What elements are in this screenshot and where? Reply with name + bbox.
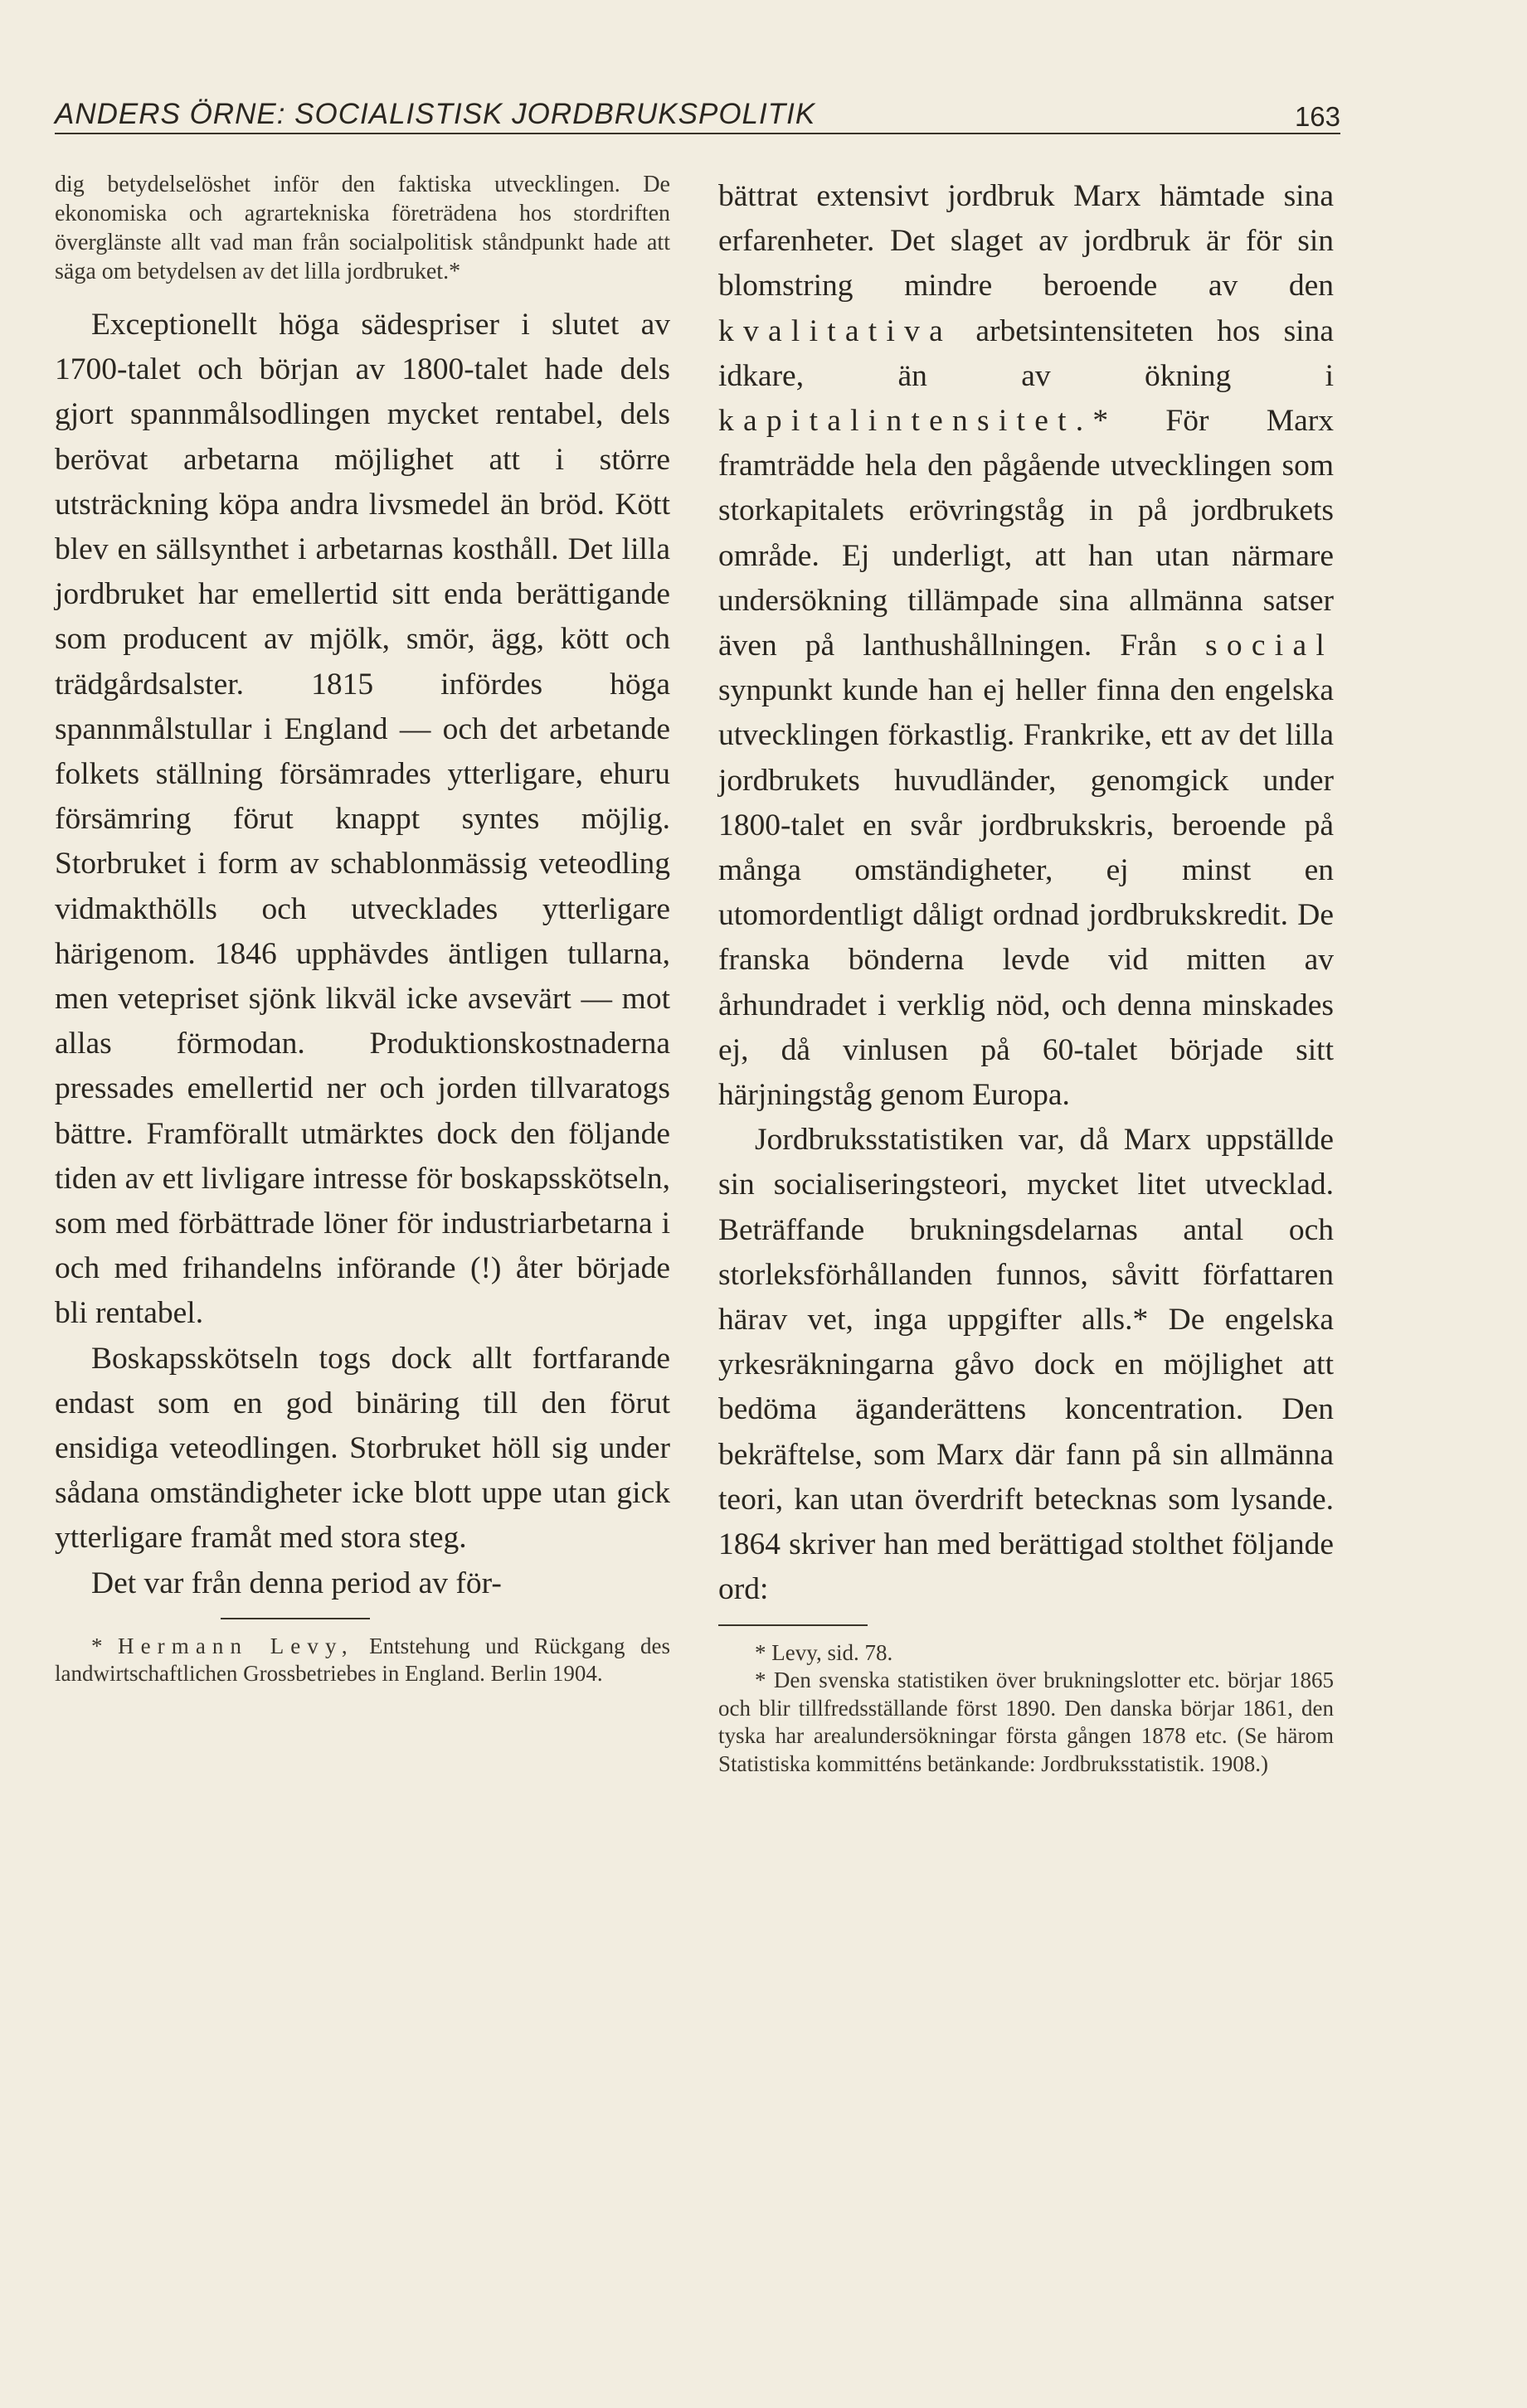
footnote-author: Hermann Levy, <box>117 1633 354 1658</box>
emphasis-text: kapitalintensitet. <box>718 404 1093 439</box>
header-rule <box>55 133 1340 134</box>
body-paragraph: Exceptionellt höga sädespriser i slutet av 1700-talet och början av 1800-talet hade dels gjort spannmålsodlingen mycket rentabel, dels berövat arbetarna möjlighet att i större utsträckning köpa andra livsmedel än bröd. Kött blev en sällsynthet i arbetarnas kosthåll. Det lilla jordbruket har emellertid sitt enda berättigande som producent av mjölk, smör, ägg, kött och trädgårdsalster. 1815 infördes höga spannmålstullar i England — och det arbetande folkets ställning försämrades ytterligare, ehuru försämring förut knappt syntes möjlig. Storbruket i form av schablonmässig veteodling vidmakthölls och utvecklades ytterligare härigenom. 1846 upphävdes äntligen tullarna, men vetepriset sjönk likväl icke avsevärt — mot allas förmodan. Produktionskostnaderna pressades emellertid ner och jorden tillvaratogs bättre. Framförallt utmärktes dock den följande tiden av ett livligare intresse för boskapsskötseln, som med förbättrade löner för industriarbetarna i och med frihandelns införande (!) åter började bli rentabel. <box>55 308 670 1331</box>
footnote-rule <box>221 1618 370 1619</box>
left-column <box>55 170 670 1688</box>
text-run: * För Marx framträdde hela den pågående utvecklingen som storkapitalets erövringståg in på jordbrukets område. Ej underligt, att han utan närmare undersökning tillämpade sina allmänna satser även på lanthushållningen. Från <box>718 404 1334 663</box>
footnote: * Levy, sid. 78. <box>755 1639 893 1665</box>
footnote: * Den svenska statistiken över brukningslotter etc. börjar 1865 och blir tillfredsställande först 1890. Den danska börjar 1861, den tyska har arealundersökningar första gången 1878 etc. (Se härom Statistiska kommitténs betänkande: Jordbruksstatistik. 1908.) <box>718 1668 1334 1776</box>
text-run: bättrat extensivt jordbruk Marx hämtade sina erfarenheter. Det slaget av jordbruk är för sin blomstring mindre beroende av den <box>718 179 1334 303</box>
page-number: 163 <box>1294 101 1340 132</box>
right-column <box>718 174 1334 1778</box>
footnote <box>55 1633 670 1688</box>
body-paragraph: Jordbruksstatistiken var, då Marx uppställde sin socialiseringsteori, mycket litet utvecklad. Beträffande brukningsdelarnas antal och storleksförhållanden funnos, såvitt författaren härav vet, inga uppgifter alls.* De engelska yrkesräkningarna gåvo dock en möjlighet att bedöma äganderättens koncentration. Den bekräftelse, som Marx där fann på sin allmänna teori, kan utan överdrift betecknas som lysande. 1864 skriver han med berättigad stolthet följande ord: <box>718 1123 1334 1607</box>
text-run: synpunkt kunde han ej heller finna den engelska utvecklingen förkastlig. Frankrike, ett av det lilla jordbrukets huvudländer, genomgick under 1800-talet en svår jordbrukskris, beroende på många omständigheter, ej minst en utomordentligt dåligt ordnad jordbrukskredit. De franska bönderna levde vid mitten av århundradet i verklig nöd, och denna minskades ej, då vinlusen på 60-talet började sitt härjningståg genom Europa. <box>718 673 1334 1113</box>
running-title: ANDERS ÖRNE: SOCIALISTISK JORDBRUKSPOLITIK <box>55 98 816 130</box>
body-paragraph <box>718 174 1334 1118</box>
emphasis-text: kvalitativa <box>718 313 953 348</box>
footnote-rule <box>718 1624 868 1626</box>
footnote-marker: * <box>91 1633 103 1658</box>
body-paragraph: Boskapsskötseln togs dock allt fortfarande endast som en god binäring till den förut ensidiga veteodlingen. Storbruket höll sig under sådana omständigheter icke blott uppe utan gick ytterligare framåt med stora steg. <box>55 1341 670 1556</box>
body-paragraph: Det var från denna period av för- <box>91 1566 502 1600</box>
emphasis-text: social <box>1205 629 1335 663</box>
footnote-text: Entstehung und Rückgang des landwirtschaftlichen Grossbetriebes in England. Berlin 1904. <box>55 1633 670 1687</box>
text-run: arbetsintensiteten hos sina idkare, än av ökning i <box>718 313 1334 393</box>
intro-paragraph: dig betydelselöshet inför den faktiska utvecklingen. De ekonomiska och agrartekniska företrädena hos stordriften överglänste allt vad man från socialpolitisk ståndpunkt hade att säga om betydelsen av det lilla jordbruket.* <box>55 172 670 284</box>
